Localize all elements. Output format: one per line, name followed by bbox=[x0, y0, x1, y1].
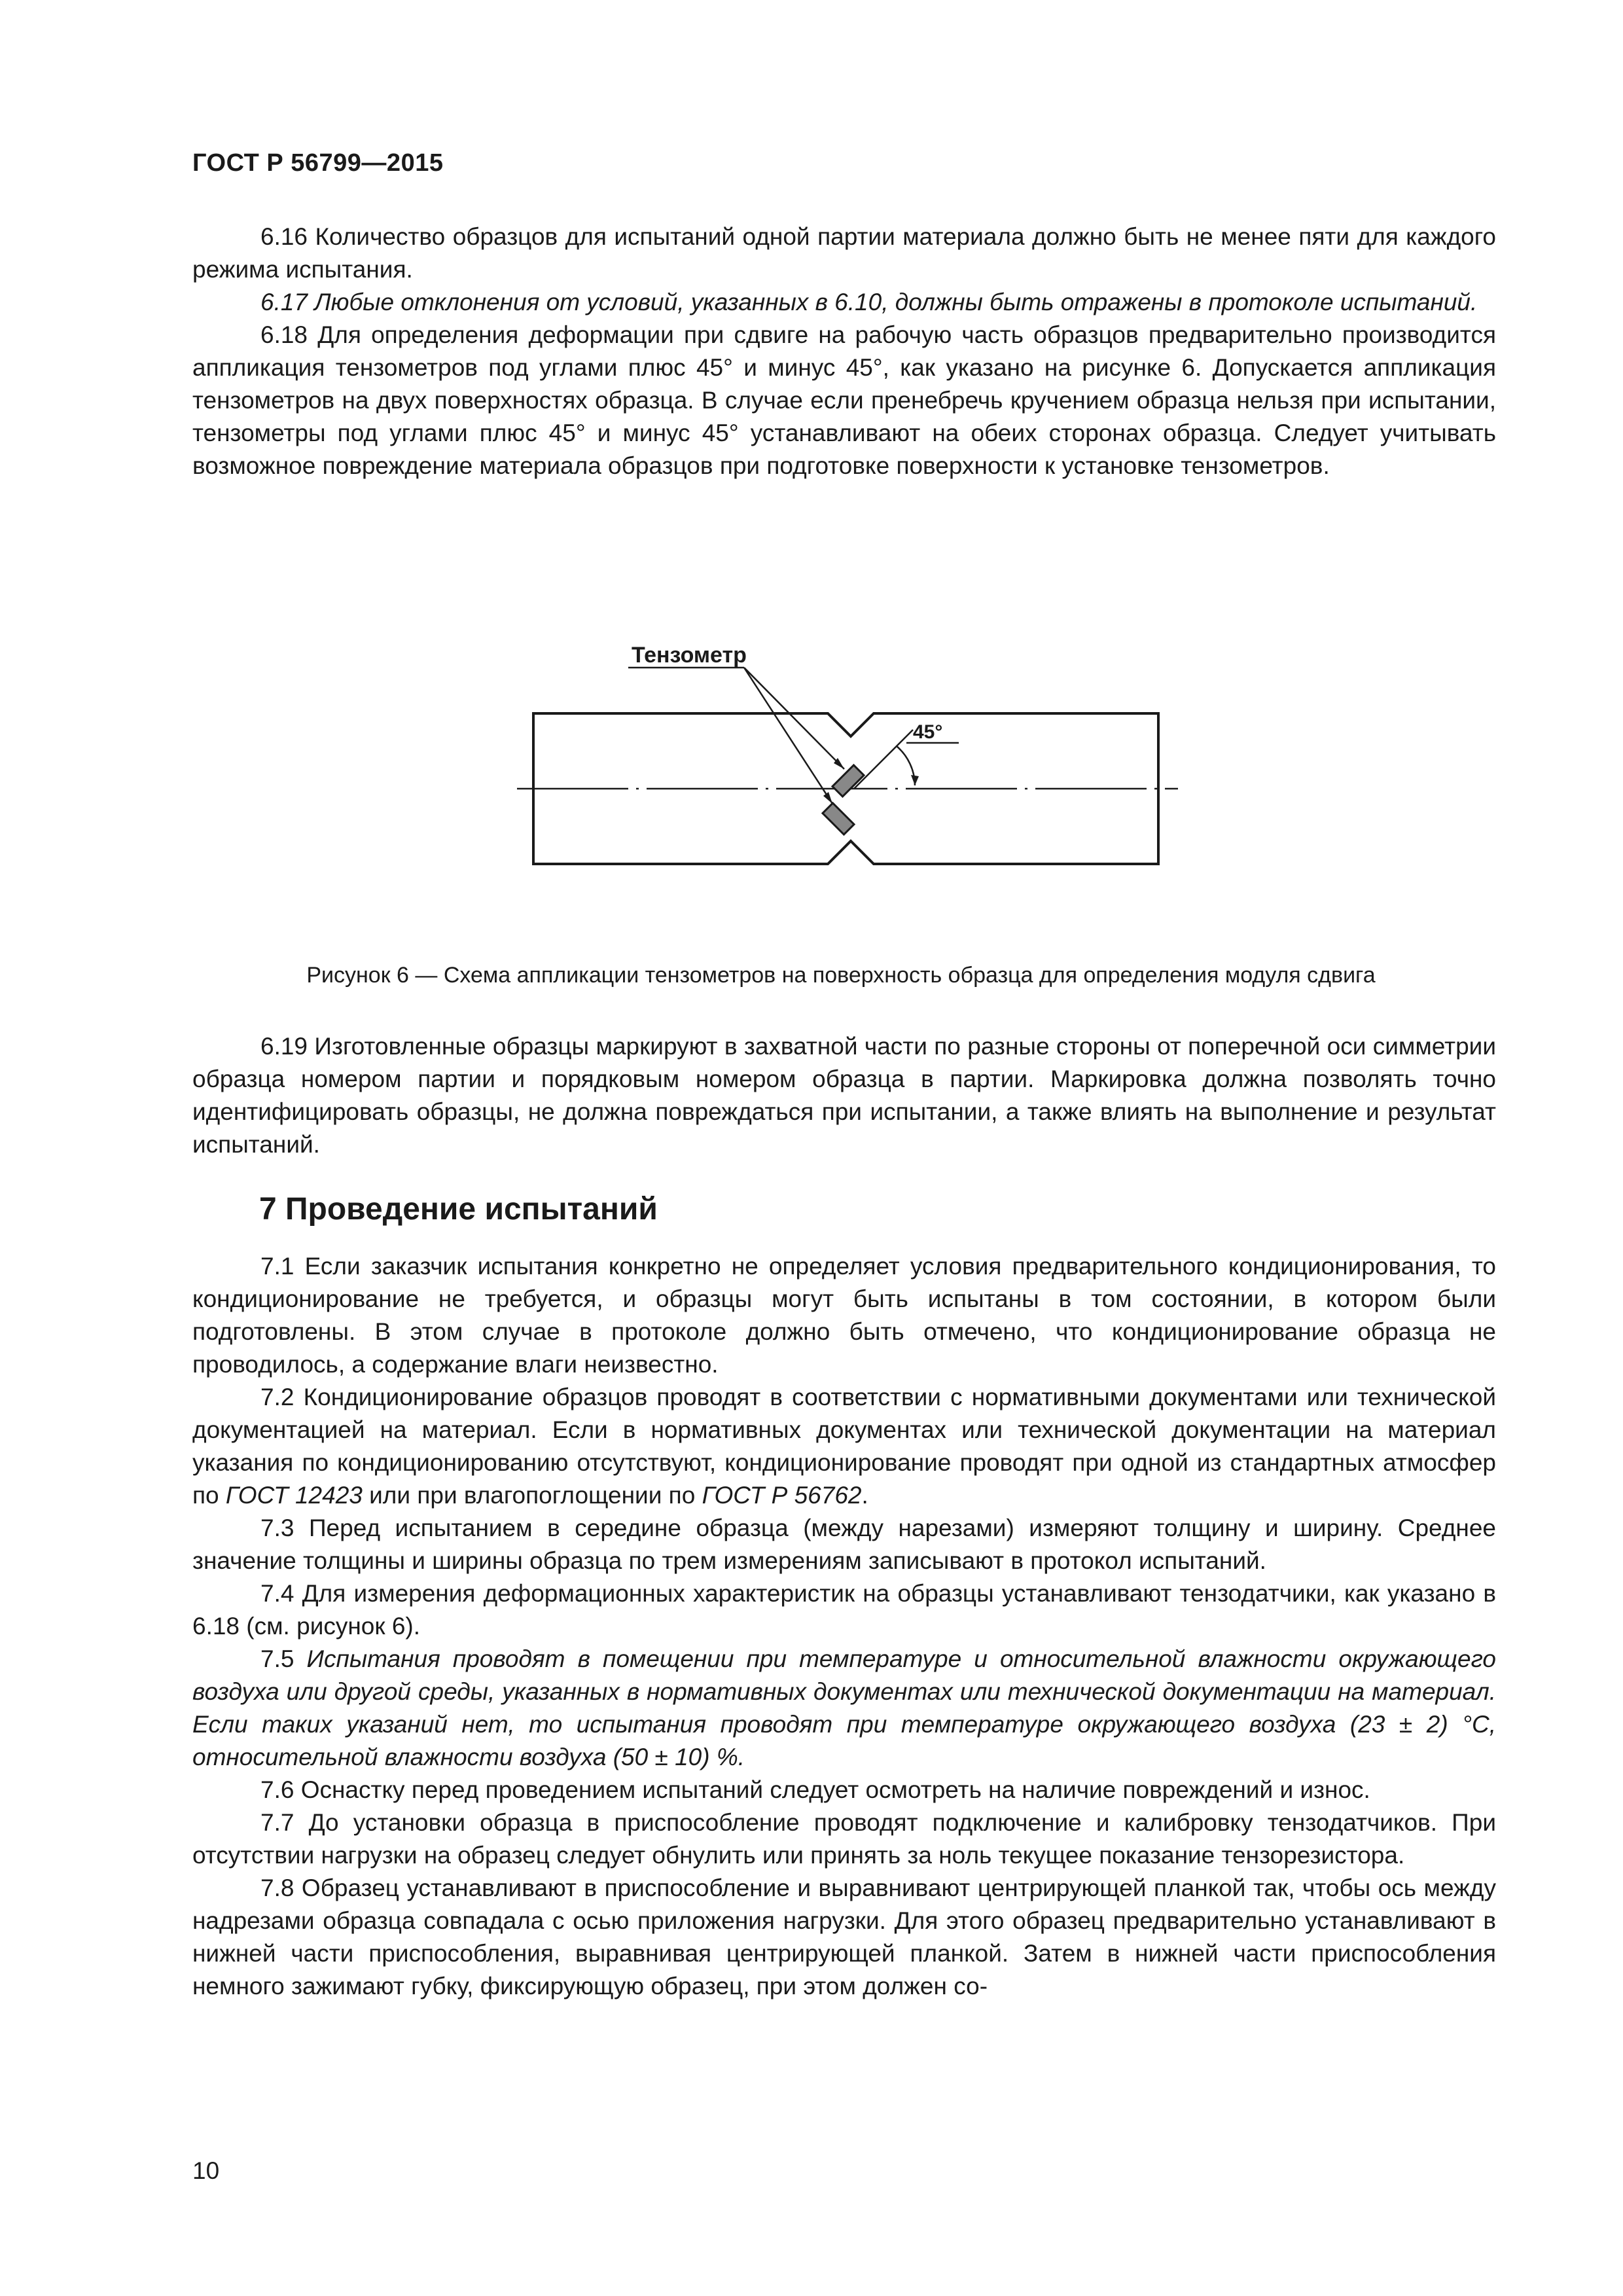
paragraph-7-5 bbox=[192, 1643, 1496, 1774]
paragraph-6-18: 6.18 Для определения деформации при сдвиге на рабочую часть образцов предварительно производится аппликация тензометров под углами плюс 45° и минус 45°, как указано на рисунке 6. Допускается аппликация тензометров на двух поверхностях образца. В случае если пренебречь кручением образца нельзя при испытании, тензометры под углами плюс 45° и минус 45° устанавливают на обеих сторонах образца. Следует учитывать возможное повреждение материала образцов при подготовке поверхности к установке тензометров. bbox=[192, 321, 1496, 479]
reference-gost-r-56762: ГОСТ Р 56762 bbox=[702, 1482, 862, 1509]
paragraph-7-5-number: 7.5 bbox=[260, 1645, 307, 1672]
angle-arrowhead bbox=[911, 775, 919, 785]
angle-ray bbox=[854, 730, 913, 789]
page-number: 10 bbox=[192, 2157, 220, 2184]
section-7-paragraphs bbox=[192, 1250, 1496, 2003]
document-header: ГОСТ Р 56799—2015 bbox=[192, 149, 444, 177]
arrowhead-lower bbox=[823, 792, 832, 804]
paragraph-7-2 bbox=[192, 1381, 1496, 1512]
paragraph-7-5-text: Испытания проводят в помещении при температуре и относительной влажности окружающего воздуха или другой среды, указанных в нормативных документах или технической документации на материал. Если таких указаний нет, то испытания проводят при температуре окружающего воздуха (23 ± 2) °С, относительной влажности воздуха (50 ± 10) %. bbox=[192, 1645, 1497, 1770]
paragraph-7-3: 7.3 Перед испытанием в середине образца (между нарезами) измеряют толщину и ширину. Среднее значение толщины и ширины образца по трем измерениям записывают в протокол испытаний. bbox=[192, 1515, 1496, 1574]
paragraph-6-17: 6.17 Любые отклонения от условий, указанных в 6.10, должны быть отражены в протоколе испытаний. bbox=[260, 289, 1478, 315]
paragraph-7-2-text-mid: или при влагопоглощении по bbox=[362, 1482, 702, 1509]
paragraph-7-6: 7.6 Оснастку перед проведением испытаний следует осмотреть на наличие повреждений и износ. bbox=[260, 1776, 1370, 1803]
angle-arc bbox=[897, 746, 915, 785]
section-heading: 7 Проведение испытаний bbox=[259, 1192, 658, 1227]
angle-label: 45° bbox=[913, 721, 943, 743]
paragraph-7-2-end: . bbox=[861, 1482, 868, 1509]
strain-gauge-lower bbox=[823, 803, 854, 834]
paragraph-7-8: 7.8 Образец устанавливают в приспособление и выравнивают центрирующей планкой так, чтобы ось между надрезами образца совпадала с осью приложения нагрузки. Для этого образец предварительно устанавливают в нижней части приспособления, выравнивая центрирующей планкой. Затем в нижней части приспособления немного зажимают губку, фиксирующую образец, при этом должен со- bbox=[192, 1874, 1496, 2000]
top-paragraphs bbox=[192, 221, 1496, 482]
leader-line-upper bbox=[744, 668, 844, 769]
paragraph-6-19-block bbox=[192, 1030, 1496, 1161]
strain-gauge-upper bbox=[832, 765, 864, 797]
paragraph-7-4: 7.4 Для измерения деформационных характеристик на образцы устанавливают тензодатчики, как указано в 6.18 (см. рисунок 6). bbox=[192, 1580, 1496, 1640]
paragraph-7-7: 7.7 До установки образца в приспособление проводят подключение и калибровку тензодатчиков. При отсутствии нагрузки на образец следует обнулить или принять за ноль текущее показание тензорезистора. bbox=[192, 1809, 1496, 1869]
reference-gost-12423: ГОСТ 12423 bbox=[225, 1482, 363, 1509]
leader-line-lower bbox=[744, 668, 832, 804]
specimen-diagram bbox=[510, 628, 1198, 890]
gauge-label: Тензометр bbox=[632, 643, 747, 668]
paragraph-6-19: 6.19 Изготовленные образцы маркируют в захватной части по разные стороны от поперечной оси симметрии образца номером партии и порядковым номером образца в партии. Маркировка должна позволять точно идентифицировать образцы, не должна повреждаться при испытании, а также влиять на выполнение и результат испытаний. bbox=[192, 1033, 1496, 1158]
paragraph-7-1: 7.1 Если заказчик испытания конкретно не определяет условия предварительного кондиционирования, то кондиционирование не требуется, и образцы могут быть испытаны в том состоянии, в котором были подготовлены. В этом случае в протоколе должно быть отмечено, что кондиционирование образца не проводилось, а содержание влаги неизвестно. bbox=[192, 1253, 1496, 1378]
figure-caption: Рисунок 6 — Схема аппликации тензометров на поверхность образца для определения модуля сдвига bbox=[306, 963, 1376, 988]
paragraph-6-16: 6.16 Количество образцов для испытаний одной партии материала должно быть не менее пяти для каждого режима испытания. bbox=[192, 223, 1496, 283]
paragraph-7-2-text: 7.2 Кондиционирование образцов проводят в соответствии с нормативными документами или технической документацией на материал. Если в нормативных документах или технической документации на материал указания по кондиционированию отсутствуют, кондиционирование проводят при одной из стандартных атмосфер по bbox=[192, 1384, 1496, 1509]
figure-6 bbox=[510, 628, 1198, 890]
